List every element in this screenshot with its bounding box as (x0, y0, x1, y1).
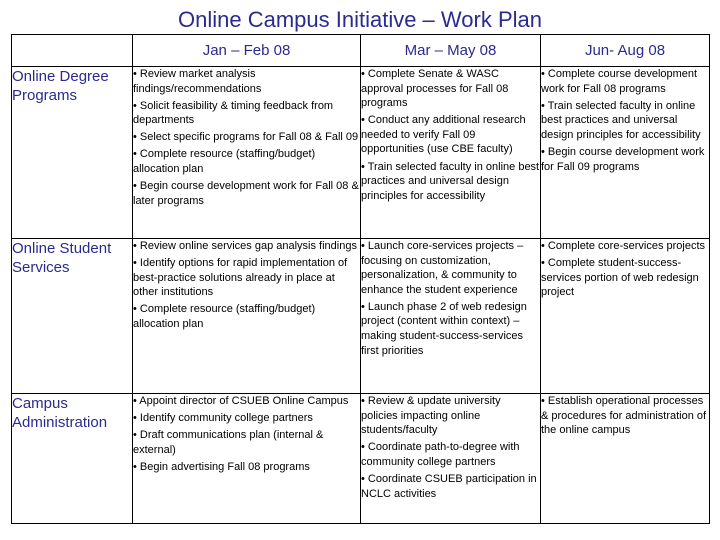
work-plan-table (11, 34, 710, 524)
task-item: • Review & update university policies impacting online students/faculty (361, 395, 501, 437)
task-item: • Select specific programs for Fall 08 & Fall 09 (133, 131, 359, 144)
task-item: • Complete course development work for Fall 08 programs (541, 68, 698, 95)
task-item: • Review online services gap analysis findings (133, 240, 357, 252)
task-item: • Launch core-services projects – focusing on customization, personalization, & community to enhance the student experience (361, 240, 524, 296)
task-item: • Complete resource (staffing/budget) allocation plan (133, 303, 316, 330)
page-title: Online Campus Initiative – Work Plan (178, 7, 542, 32)
task-item: • Complete student-success-services portion of web redesign project (541, 257, 699, 299)
table-row (12, 394, 710, 524)
row-label-campus-administration: Campus Administration (12, 394, 133, 524)
task-item: • Conduct any additional research needed to verify Fall 09 opportunities (use CBE faculty) (361, 114, 526, 156)
table-cell (361, 394, 541, 524)
table-cell (361, 239, 541, 394)
task-item: • Appoint director of CSUEB Online Campus (133, 395, 349, 407)
header-corner (12, 35, 133, 67)
table-row (12, 239, 710, 394)
task-item: • Launch phase 2 of web redesign project (content within context) – making student-success-services first priorities (361, 300, 527, 357)
column-header-jun-aug: Jun- Aug 08 (541, 35, 710, 67)
task-item: • Draft communications plan (internal & external) (133, 429, 324, 456)
table-cell (541, 67, 710, 239)
task-item: • Complete resource (staffing/budget) allocation plan (133, 148, 316, 176)
table-cell (133, 239, 361, 394)
task-item: • Identify options for rapid implementation of best-practice solutions already in place at other institutions (133, 257, 348, 299)
task-item: • Train selected faculty in online best practices and universal design principles for accessibility (361, 160, 540, 202)
task-item: • Establish operational processes & procedures for administration of the online campus (541, 395, 707, 437)
column-header-mar-may: Mar – May 08 (361, 35, 541, 67)
header-row (12, 35, 710, 67)
row-label-online-student-services: Online Student Services (12, 239, 133, 394)
task-item: • Solicit feasibility & timing feedback from departments (133, 99, 334, 127)
task-item: • Train selected faculty in online best practices and universal design principles for accessibility (541, 99, 701, 141)
task-item: • Complete core-services projects (541, 240, 706, 252)
table-cell (133, 67, 361, 239)
task-item: • Coordinate CSUEB participation in NCLC activities (361, 472, 537, 500)
task-item: • Review market analysis findings/recommendations (133, 68, 262, 95)
table-cell (541, 239, 710, 394)
task-item: • Identify community college partners (133, 412, 313, 425)
task-item: • Begin advertising Fall 08 programs (133, 460, 310, 473)
table-cell (133, 394, 361, 524)
task-item: • Complete Senate & WASC approval processes for Fall 08 programs (361, 68, 509, 110)
task-item: • Begin course development work for Fall 08 & later programs (133, 180, 359, 207)
table-row (12, 67, 710, 239)
row-label-online-degree-programs: Online Degree Programs (12, 67, 133, 239)
task-item: • Coordinate path-to-degree with community college partners (361, 441, 520, 468)
table-cell (541, 394, 710, 524)
table-cell (361, 67, 541, 239)
column-header-jan-feb: Jan – Feb 08 (133, 35, 361, 67)
task-item: • Begin course development work for Fall 09 programs (541, 145, 705, 173)
